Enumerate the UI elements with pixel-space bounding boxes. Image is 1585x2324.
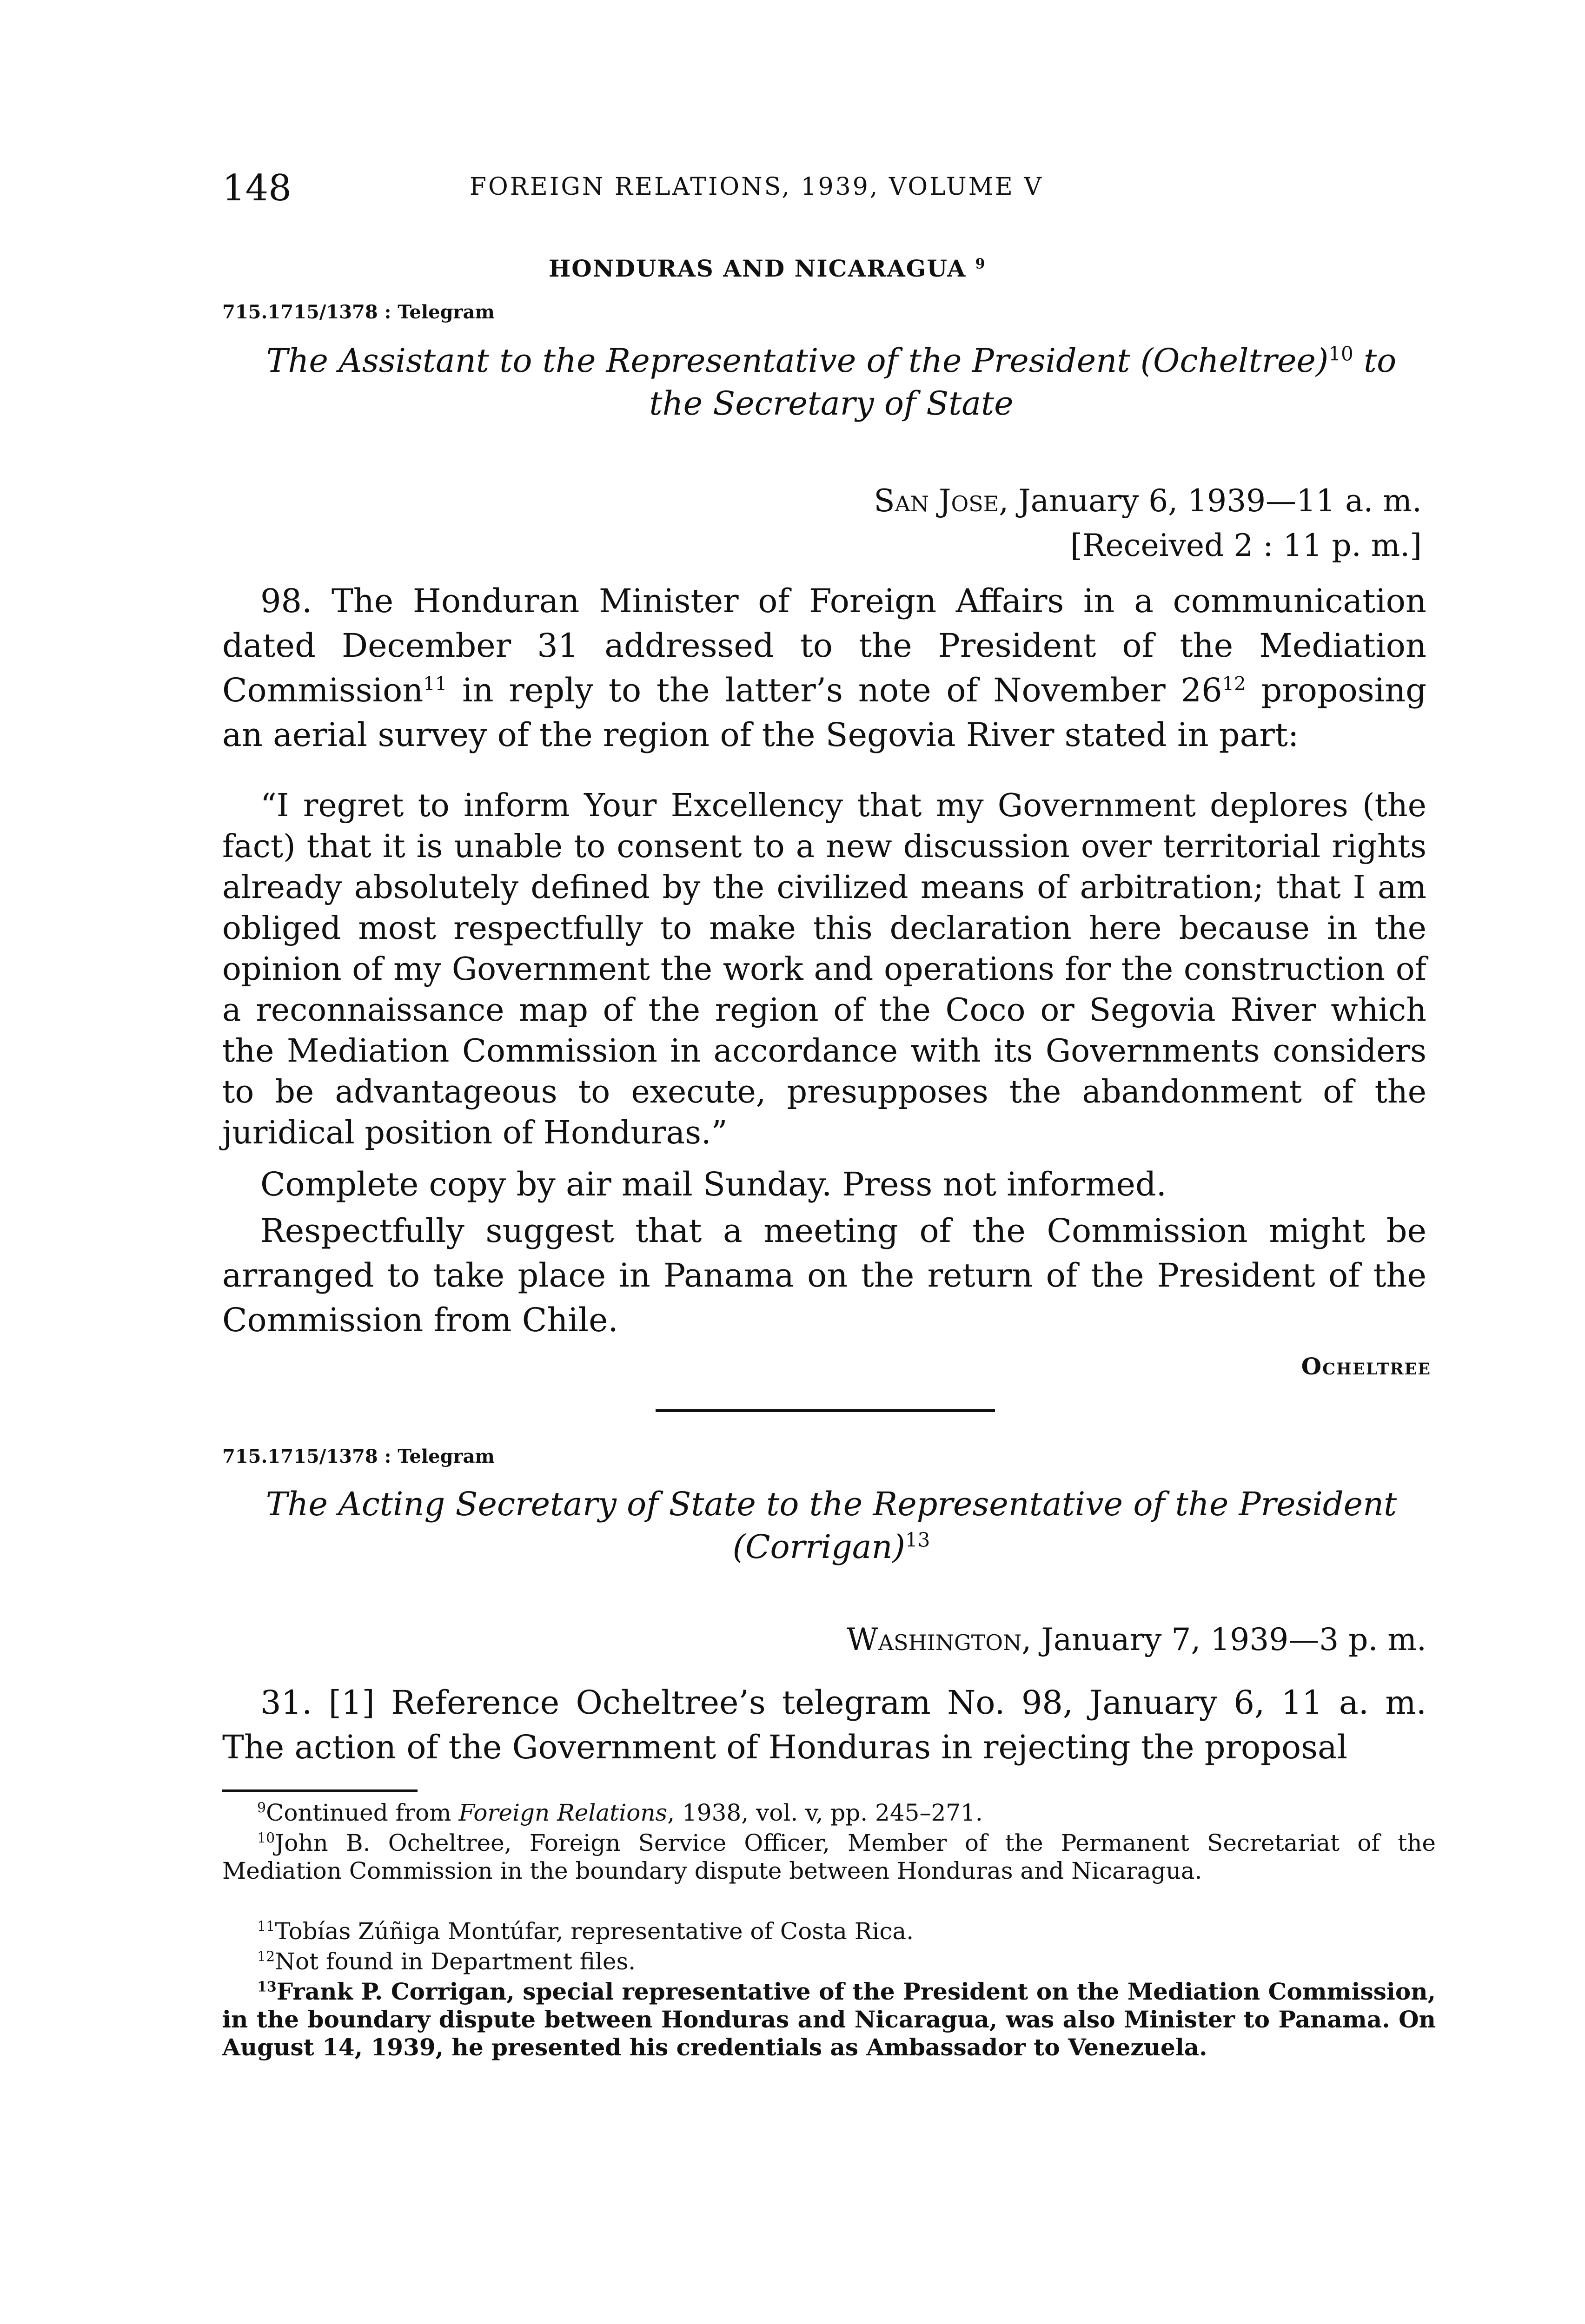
doc1-paragraph-2: Complete copy by air mail Sunday. Press not informed. [260,1165,1167,1203]
doc2-dateline-place: Washington, [846,1622,1032,1657]
doc2-dateline [222,1618,1426,1662]
doc1-heading-footnote: 10 [1328,342,1353,365]
doc1-file-ref: 715.1715/1378 : Telegram [222,301,495,323]
doc2-heading-line1: The Acting Secretary of State to the Representative of the President [265,1485,1397,1523]
section-divider [656,1409,995,1412]
doc2-heading-line2: (Corrigan)$^{13}$ [732,1528,930,1566]
footnote-divider [222,1789,418,1792]
footnote-ref-12: 12 [1222,673,1246,695]
doc1-paragraph-3: Respectfully suggest that a meeting of the Commission might be arranged to take place in Panama on the return of the President of the Commission from Chile. [222,1212,1426,1339]
footnote-12: $^{12}$Not found in Department files. [257,1948,636,1975]
footnote-10: $^{10}$John B. Ocheltree, Foreign Service Officer, Member of the Permanent Secretariat of the Mediation Commission in the boundary dispute between Honduras and Nicaragua. [222,1829,1436,1884]
section-title: HONDURAS AND NICARAGUA [549,255,967,282]
doc1-heading [222,339,1440,425]
doc1-quotation: “I regret to inform Your Excellency that my Government deplores (the fact) that it is unable to consent to a new discussion over territorial rights already absolutely defined by the civilized means of arbitration; that I am obliged most respectfully to make this declaration here because in the opinion of my Government the work and operations for the construction of a reconnaissance map of the region of the Coco or Segovia River which the Mediation Commission in accordance with its Governments considers to be advantageous to execute, presupposes the abandonment of the juridical position of Honduras.” [222,787,1426,1151]
doc1-heading-line1: The Assistant to the Representative of the President (Ocheltree)$^{10}$ to [266,342,1397,380]
doc1-paragraph-1: 98. The Honduran Minister of Foreign Affairs in a communication dated December 31 addressed to the President of the Mediation Commission$^{11}$ in reply to the latter’s note of November $26^{12}$ proposing an aerial survey of the region of the Segovia River stated in part: [222,582,1426,754]
doc2-file-ref: 715.1715/1378 : Telegram [222,1446,495,1467]
doc2-paragraph-1: 31. [1] Reference Ocheltree’s telegram No. 98, January 6, 11 a. m. The action of the Government of Honduras in rejecting the proposal [222,1684,1426,1766]
footnote-11: $^{11}$Tobías Zúñiga Montúfar, representative of Costa Rica. [257,1918,914,1945]
doc1-dateline-place: San Jose, [874,483,1009,519]
running-title: FOREIGN RELATIONS, 1939, VOLUME V [470,173,1043,201]
doc1-dateline-date: January 6, 1939—11 a. m. [1008,483,1422,519]
doc1-heading-line2: the Secretary of State [649,384,1014,423]
section-footnote-marker: 9 [975,256,986,272]
doc1-received: [Received 2 : 11 p. m.] [1070,528,1422,563]
doc2-heading [222,1483,1440,1568]
footnote-ref-11: 11 [423,673,447,695]
doc1-dateline-block [222,479,1422,568]
page-number: 148 [222,167,292,209]
doc1-signature: Ocheltree [1301,1353,1431,1380]
section-heading [549,255,986,282]
doc2-heading-footnote: 13 [905,1528,930,1552]
doc1-dateline [222,479,1422,523]
footnote-13: $^{13}$Frank P. Corrigan, special representative of the President on the Mediation Commission, in the boundary dispute between Honduras and Nicaragua, was also Minister to Panama. On August 14, 1939, he presented his credentials as Ambassador to Venezuela. [222,1978,1436,2061]
footnote-9: $^9$Continued from Foreign Relations, 1938, vol. v, pp. 245–271. [257,1799,983,1826]
doc2-dateline-date: January 7, 1939—3 p. m. [1031,1622,1426,1657]
